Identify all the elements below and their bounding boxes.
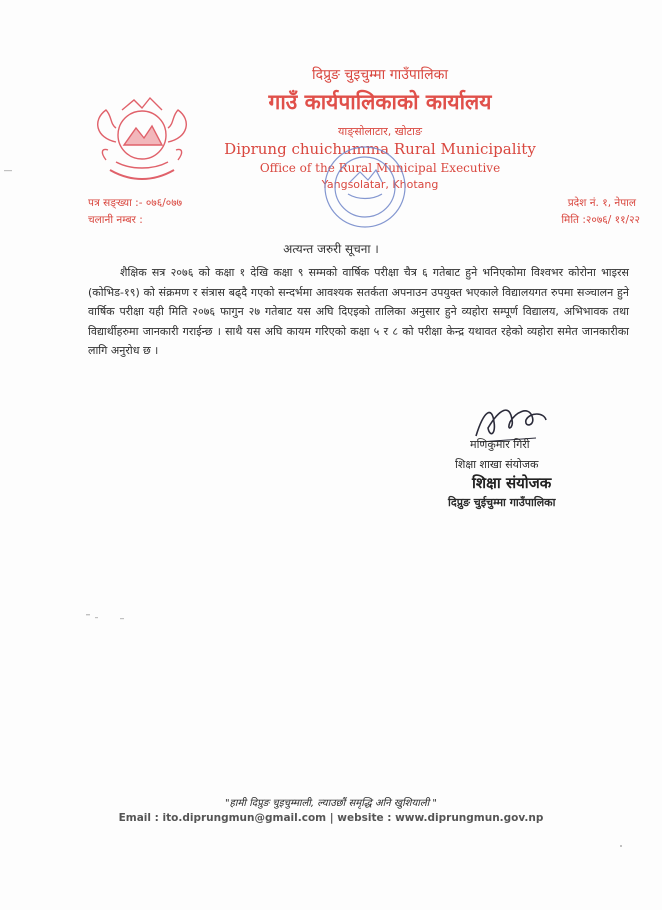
footer-contact: Email : ito.diprungmun@gmail.com | website : www.diprungmun.gov.np bbox=[118, 812, 544, 824]
office-title-nepali: गाउँ कार्यपालिकाको कार्यालय bbox=[268, 90, 492, 114]
municipality-name-nepali: दिप्रुङ चुइचुम्मा गाउँपालिका bbox=[312, 67, 448, 83]
dispatch-number: चलानी नम्बर : bbox=[88, 214, 143, 226]
office-title-english: Office of the Rural Municipal Executive bbox=[259, 161, 501, 175]
stamp-title: शिक्षा संयोजक bbox=[472, 474, 552, 492]
province-label: प्रदेश नं. १, नेपाल bbox=[567, 197, 636, 209]
signatory-title: शिक्षा शाखा संयोजक bbox=[455, 458, 539, 471]
stamp-organization: दिप्रुङ चुईचुम्मा गाउँपालिका bbox=[448, 496, 556, 509]
footer-slogan: "हामी दिप्रुङ चुइचुम्माली, ल्याउछौं समृद्धि अनि खुशियाली " bbox=[224, 798, 438, 809]
letter-date: मिति :२०७६/ ११/२२ bbox=[561, 214, 640, 226]
notice-subject: अत्यन्त जरुरी सूचना । bbox=[283, 242, 379, 256]
signatory-name: मणिकुमार गिरी bbox=[470, 438, 530, 451]
letter-number: पत्र सङ्ख्या :- ०७६/०७७ bbox=[88, 197, 183, 209]
municipality-name-english: Diprung chuichumma Rural Municipality bbox=[224, 140, 536, 158]
address-nepali: याङ्सोलाटार, खोटाङ bbox=[338, 125, 422, 138]
address-english: Yangsolatar, Khotang bbox=[321, 178, 439, 191]
notice-body: शैक्षिक सत्र २०७६ को कक्षा १ देखि कक्षा ९ सम्मको वार्षिक परीक्षा चैत्र ६ गतेबाट हुने भनिएकोमा विश्वभर कोरोना भाइरस (कोभिड-१९) को संक्रमण र संत्रास बढ्दै गएको सन्दर्भमा आवश्यक सतर्कता अपनाउन उपयुक्त भएकाले विद्यालयगत रुपमा सञ्चालन हुने वार्षिक परीक्षा यही मिति २०७६ फागुन २७ गतेबाट यस अघि दिएइको तालिका अनुसार हुने व्यहोरा सम्पूर्ण विद्यालय, अभिभावक तथा विद्यार्थीहरुमा जानकारी गराईन्छ । साथै यस अघि कायम गरिएको कक्षा ५ र ८ को परीक्षा केन्द्र यथावत रहेको व्यहोरा समेत जानकारीका लागि अनुरोध छ । bbox=[88, 266, 629, 357]
